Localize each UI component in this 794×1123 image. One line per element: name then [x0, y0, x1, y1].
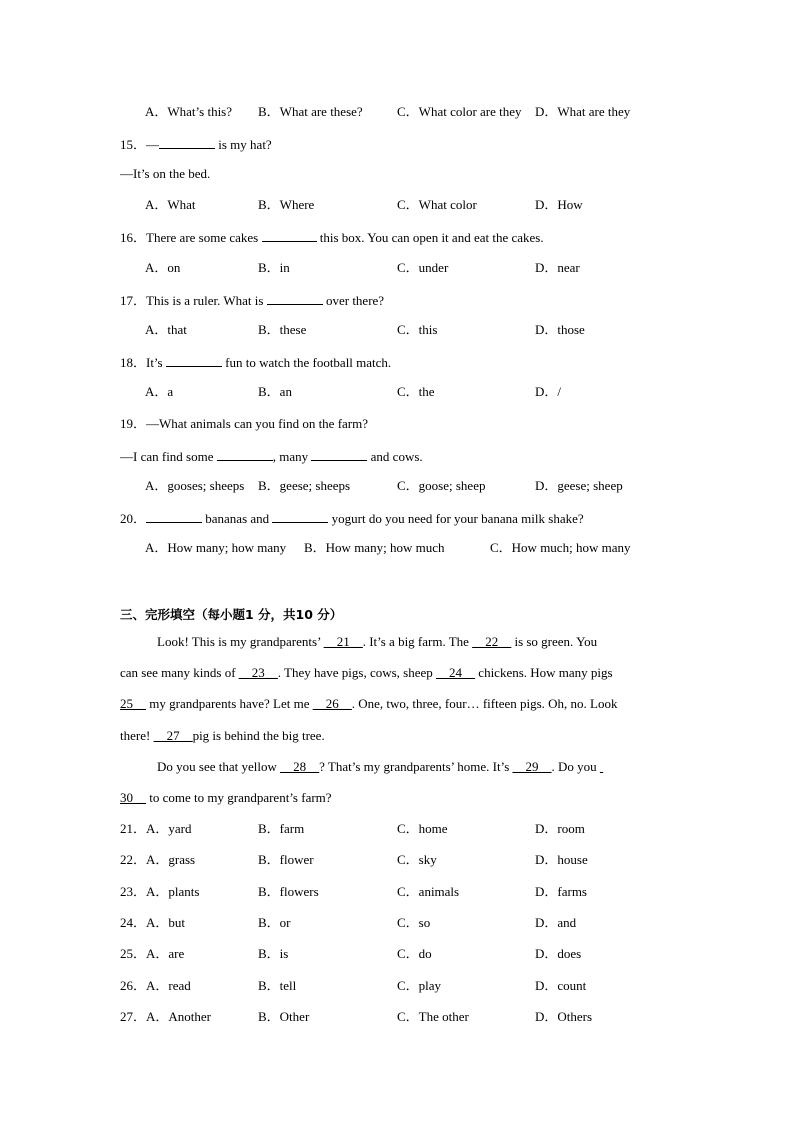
q19-option-a: A．gooses; sheeps: [145, 478, 245, 493]
q18-option-a: A．a: [145, 384, 174, 399]
q14-option-a: A．What’s this?: [145, 104, 233, 119]
cloze-22-option-b: B．flower: [258, 852, 314, 867]
passage-text: my grandparents have? Let me: [146, 696, 313, 711]
q15-blank: [159, 135, 215, 149]
cloze-26-option-a: 26．A．read: [120, 978, 191, 993]
cloze-27-option-b: B．Other: [258, 1009, 310, 1024]
q15-option-c: C．What color: [397, 197, 477, 212]
passage-line-6: [120, 790, 332, 806]
passage-line-1: [157, 634, 597, 650]
blank-30-start: [600, 759, 603, 774]
q20-stem-text: yogurt do you need for your banana milk shake?: [328, 511, 584, 526]
q15-answer-line: —It’s on the bed.: [120, 166, 211, 181]
q17-stem: [120, 291, 384, 309]
q20-stem: [120, 509, 584, 527]
passage-line-2: [120, 665, 613, 681]
q19-answer-line: [120, 447, 423, 465]
cloze-22-option-c: C．sky: [397, 852, 437, 867]
blank-24: __24__: [436, 665, 476, 680]
blank-25: 25__: [120, 696, 146, 711]
q16-stem: [120, 228, 544, 246]
blank-27: __27__: [153, 728, 193, 743]
q15-stem-text: is my hat?: [215, 137, 272, 152]
q19-answer-post: and cows.: [367, 449, 423, 464]
q20-stem-mid: bananas and: [202, 511, 273, 526]
cloze-26-option-b: B．tell: [258, 978, 297, 993]
q19-answer-mid: , many: [272, 449, 312, 464]
passage-text: there!: [120, 728, 154, 743]
q15-option-d: D．How: [535, 197, 583, 212]
section-3-title: 三、完形填空（每小题1 分，共10 分）: [120, 607, 343, 622]
cloze-24-option-c: C．so: [397, 915, 431, 930]
passage-text: chickens. How many pigs: [475, 665, 613, 680]
passage-text: . They have pigs, cows, sheep: [277, 665, 437, 680]
q16-blank: [262, 228, 317, 242]
q19-option-d: D．geese; sheep: [535, 478, 623, 493]
passage-text: pig is behind the big tree.: [192, 728, 325, 743]
q20-option-b: B．How many; how much: [304, 540, 445, 555]
q17-option-d: D．those: [535, 322, 585, 337]
q15-option-b: B．Where: [258, 197, 315, 212]
blank-23: __23__: [238, 665, 278, 680]
q18-option-d: D．/: [535, 384, 562, 399]
passage-text: ? That’s my grandparents’ home. It’s: [319, 759, 513, 774]
q17-option-a: A．that: [145, 322, 187, 337]
cloze-22-option-d: D．house: [535, 852, 588, 867]
q18-number: 18．It’s: [120, 355, 166, 370]
q16-option-c: C．under: [397, 260, 449, 275]
q16-option-a: A．on: [145, 260, 181, 275]
cloze-21-option-c: C．home: [397, 821, 448, 836]
q15-option-a: A．What: [145, 197, 196, 212]
passage-line-3: [120, 696, 618, 712]
cloze-25-option-c: C．do: [397, 946, 432, 961]
cloze-27-option-c: C．The other: [397, 1009, 469, 1024]
cloze-25-option-b: B．is: [258, 946, 289, 961]
q16-stem-text: this box. You can open it and eat the cakes.: [316, 230, 544, 245]
cloze-26-option-d: D．count: [535, 978, 587, 993]
cloze-24-option-d: D．and: [535, 915, 577, 930]
q17-stem-text: over there?: [322, 293, 385, 308]
passage-line-5: [157, 759, 603, 775]
q18-blank: [166, 353, 222, 367]
q20-blank-1: [146, 509, 202, 523]
q19-stem: 19．—What animals can you find on the farm?: [120, 416, 369, 431]
blank-21: __21__: [323, 634, 363, 649]
q19-blank-2: [311, 447, 367, 461]
blank-22: __22__: [472, 634, 512, 649]
cloze-24-option-b: B．or: [258, 915, 291, 930]
q16-number: 16．There are some cakes: [120, 230, 262, 245]
q19-option-c: C．goose; sheep: [397, 478, 486, 493]
q18-option-b: B．an: [258, 384, 292, 399]
cloze-25-option-d: D．does: [535, 946, 582, 961]
q17-number: 17．This is a ruler. What is: [120, 293, 267, 308]
cloze-23-option-b: B．flowers: [258, 884, 319, 899]
cloze-22-option-a: 22．A．grass: [120, 852, 196, 867]
q18-stem-text: fun to watch the football match.: [221, 355, 392, 370]
passage-line-4: [120, 728, 325, 744]
blank-30: 30__: [120, 790, 146, 805]
blank-26: __26__: [312, 696, 352, 711]
q17-blank: [267, 291, 323, 305]
cloze-21-option-a: 21．A．yard: [120, 821, 192, 836]
cloze-23-option-a: 23．A．plants: [120, 884, 200, 899]
passage-text: to come to my grandparent’s farm?: [146, 790, 332, 805]
q15-stem: [120, 135, 272, 153]
cloze-25-option-a: 25．A．are: [120, 946, 185, 961]
q19-blank-1: [217, 447, 273, 461]
cloze-27-option-d: D．Others: [535, 1009, 593, 1024]
passage-text: is so green. You: [511, 634, 598, 649]
q20-number: 20．: [120, 511, 147, 526]
passage-text: Look! This is my grandparents’: [157, 634, 324, 649]
q14-option-c: C．What color are they: [397, 104, 522, 119]
passage-text: . It’s a big farm. The: [362, 634, 473, 649]
q16-option-b: B．in: [258, 260, 290, 275]
blank-28: __28__: [280, 759, 320, 774]
passage-text: . Do you: [551, 759, 600, 774]
passage-text: Do you see that yellow: [157, 759, 281, 774]
q17-option-b: B．these: [258, 322, 307, 337]
q14-option-d: D．What are they: [535, 104, 631, 119]
q20-option-a: A．How many; how many: [145, 540, 287, 555]
q15-number: 15．—: [120, 137, 160, 152]
q16-option-d: D．near: [535, 260, 580, 275]
q17-option-c: C．this: [397, 322, 438, 337]
cloze-21-option-b: B．farm: [258, 821, 305, 836]
q14-option-b: B．What are these?: [258, 104, 363, 119]
cloze-26-option-c: C．play: [397, 978, 442, 993]
cloze-23-option-c: C．animals: [397, 884, 460, 899]
q18-stem: [120, 353, 391, 371]
passage-text: can see many kinds of: [120, 665, 239, 680]
cloze-24-option-a: 24．A．but: [120, 915, 186, 930]
cloze-21-option-d: D．room: [535, 821, 585, 836]
q18-option-c: C．the: [397, 384, 435, 399]
cloze-27-option-a: 27．A．Another: [120, 1009, 211, 1024]
q19-answer-pre: —I can find some: [120, 449, 217, 464]
blank-29: __29__: [512, 759, 552, 774]
q19-option-b: B．geese; sheeps: [258, 478, 351, 493]
q20-option-c: C．How much; how many: [490, 540, 631, 555]
q20-blank-2: [272, 509, 328, 523]
passage-text: . One, two, three, four… fifteen pigs. Oh, no. Look: [351, 696, 618, 711]
cloze-23-option-d: D．farms: [535, 884, 587, 899]
